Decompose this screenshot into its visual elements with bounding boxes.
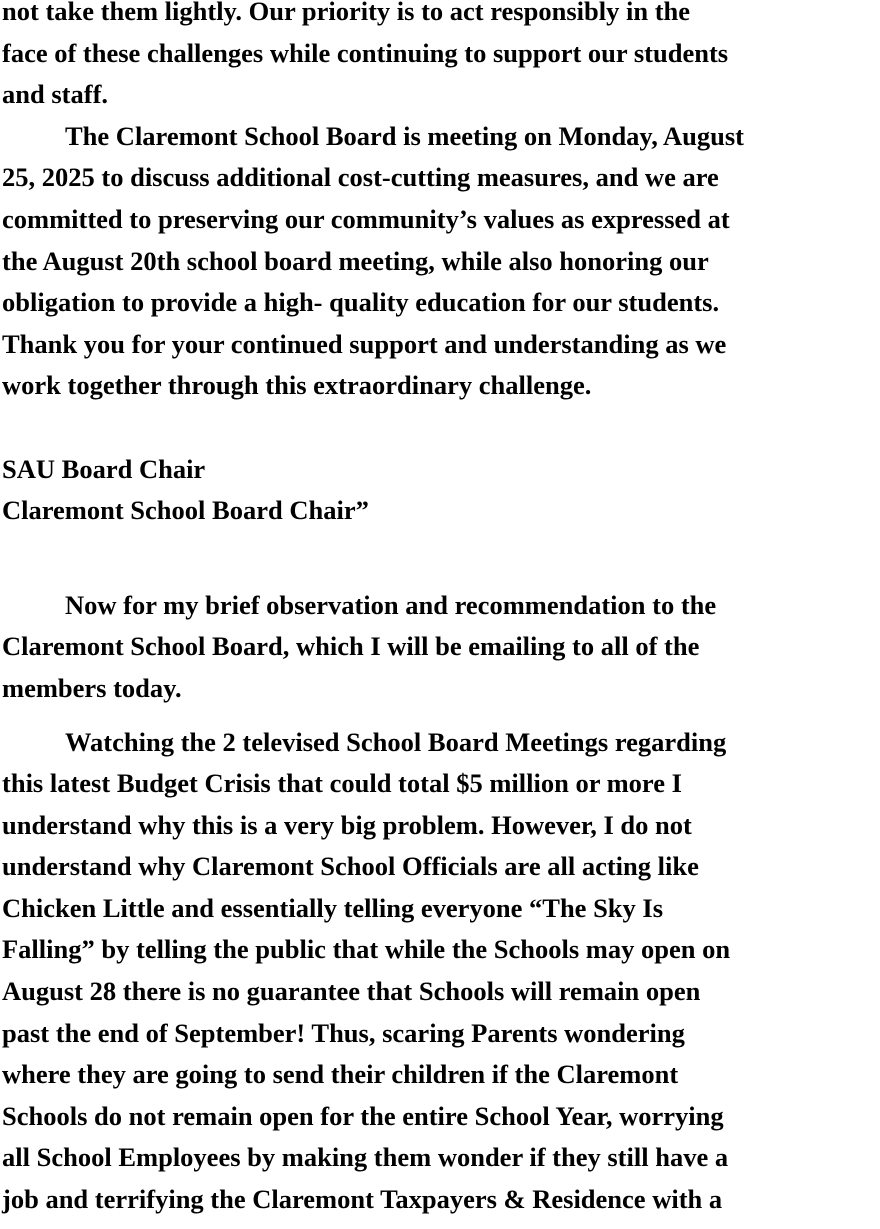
text-line: understand why this is a very big problem. However, I do not <box>2 809 692 840</box>
text-line: members today. <box>2 672 182 703</box>
text-line: and staff. <box>2 79 109 110</box>
signature-block <box>2 449 880 532</box>
text-line: Now for my brief observation and recommendation to the <box>65 589 717 620</box>
text-line: face of these challenges while continuing to support our students <box>2 37 729 68</box>
blank-line <box>2 532 880 585</box>
text-line: this latest Budget Crisis that could total $5 million or more I <box>2 768 682 799</box>
text-line: Falling” by telling the public that while the Schools may open on <box>2 934 731 965</box>
text-line: obligation to provide a high- quality education for our students. <box>2 287 720 318</box>
text-line: 25, 2025 to discuss additional cost-cutting measures, and we are <box>2 162 719 193</box>
paragraph-board-meeting <box>2 116 880 407</box>
paragraph-spacing <box>2 710 880 722</box>
paragraph-observation <box>2 585 880 710</box>
paragraph-budget-crisis <box>2 722 880 1221</box>
text-line: Thank you for your continued support and understanding as we <box>2 328 727 359</box>
signature-line: SAU Board Chair <box>2 453 206 484</box>
signature-line: Claremont School Board Chair” <box>2 495 369 526</box>
text-line: not take them lightly. Our priority is to act responsibly in the <box>2 0 691 26</box>
blank-line <box>2 407 880 449</box>
text-line: all School Employees by making them wonder if they still have a <box>2 1142 729 1173</box>
document-body <box>2 0 880 1221</box>
text-line: August 28 there is no guarantee that Schools will remain open <box>2 976 701 1007</box>
text-line: work together through this extraordinary challenge. <box>2 370 592 401</box>
text-line: Chicken Little and essentially telling everyone “The Sky Is <box>2 892 664 923</box>
text-line: past the end of September! Thus, scaring Parents wondering <box>2 1017 685 1048</box>
text-line: The Claremont School Board is meeting on Monday, August <box>65 120 745 151</box>
text-line: Schools do not remain open for the entire School Year, worrying <box>2 1100 724 1131</box>
text-line: Claremont School Board, which I will be emailing to all of the <box>2 631 700 662</box>
text-line: understand why Claremont School Officials are all acting like <box>2 851 699 882</box>
text-line: job and terrifying the Claremont Taxpayers & Residence with a <box>2 1184 723 1215</box>
text-line: where they are going to send their children if the Claremont <box>2 1059 679 1090</box>
paragraph-continuation <box>2 0 880 116</box>
text-line: Watching the 2 televised School Board Meetings regarding <box>65 726 727 757</box>
text-line: committed to preserving our community’s values as expressed at <box>2 203 730 234</box>
text-line: the August 20th school board meeting, while also honoring our <box>2 245 709 276</box>
